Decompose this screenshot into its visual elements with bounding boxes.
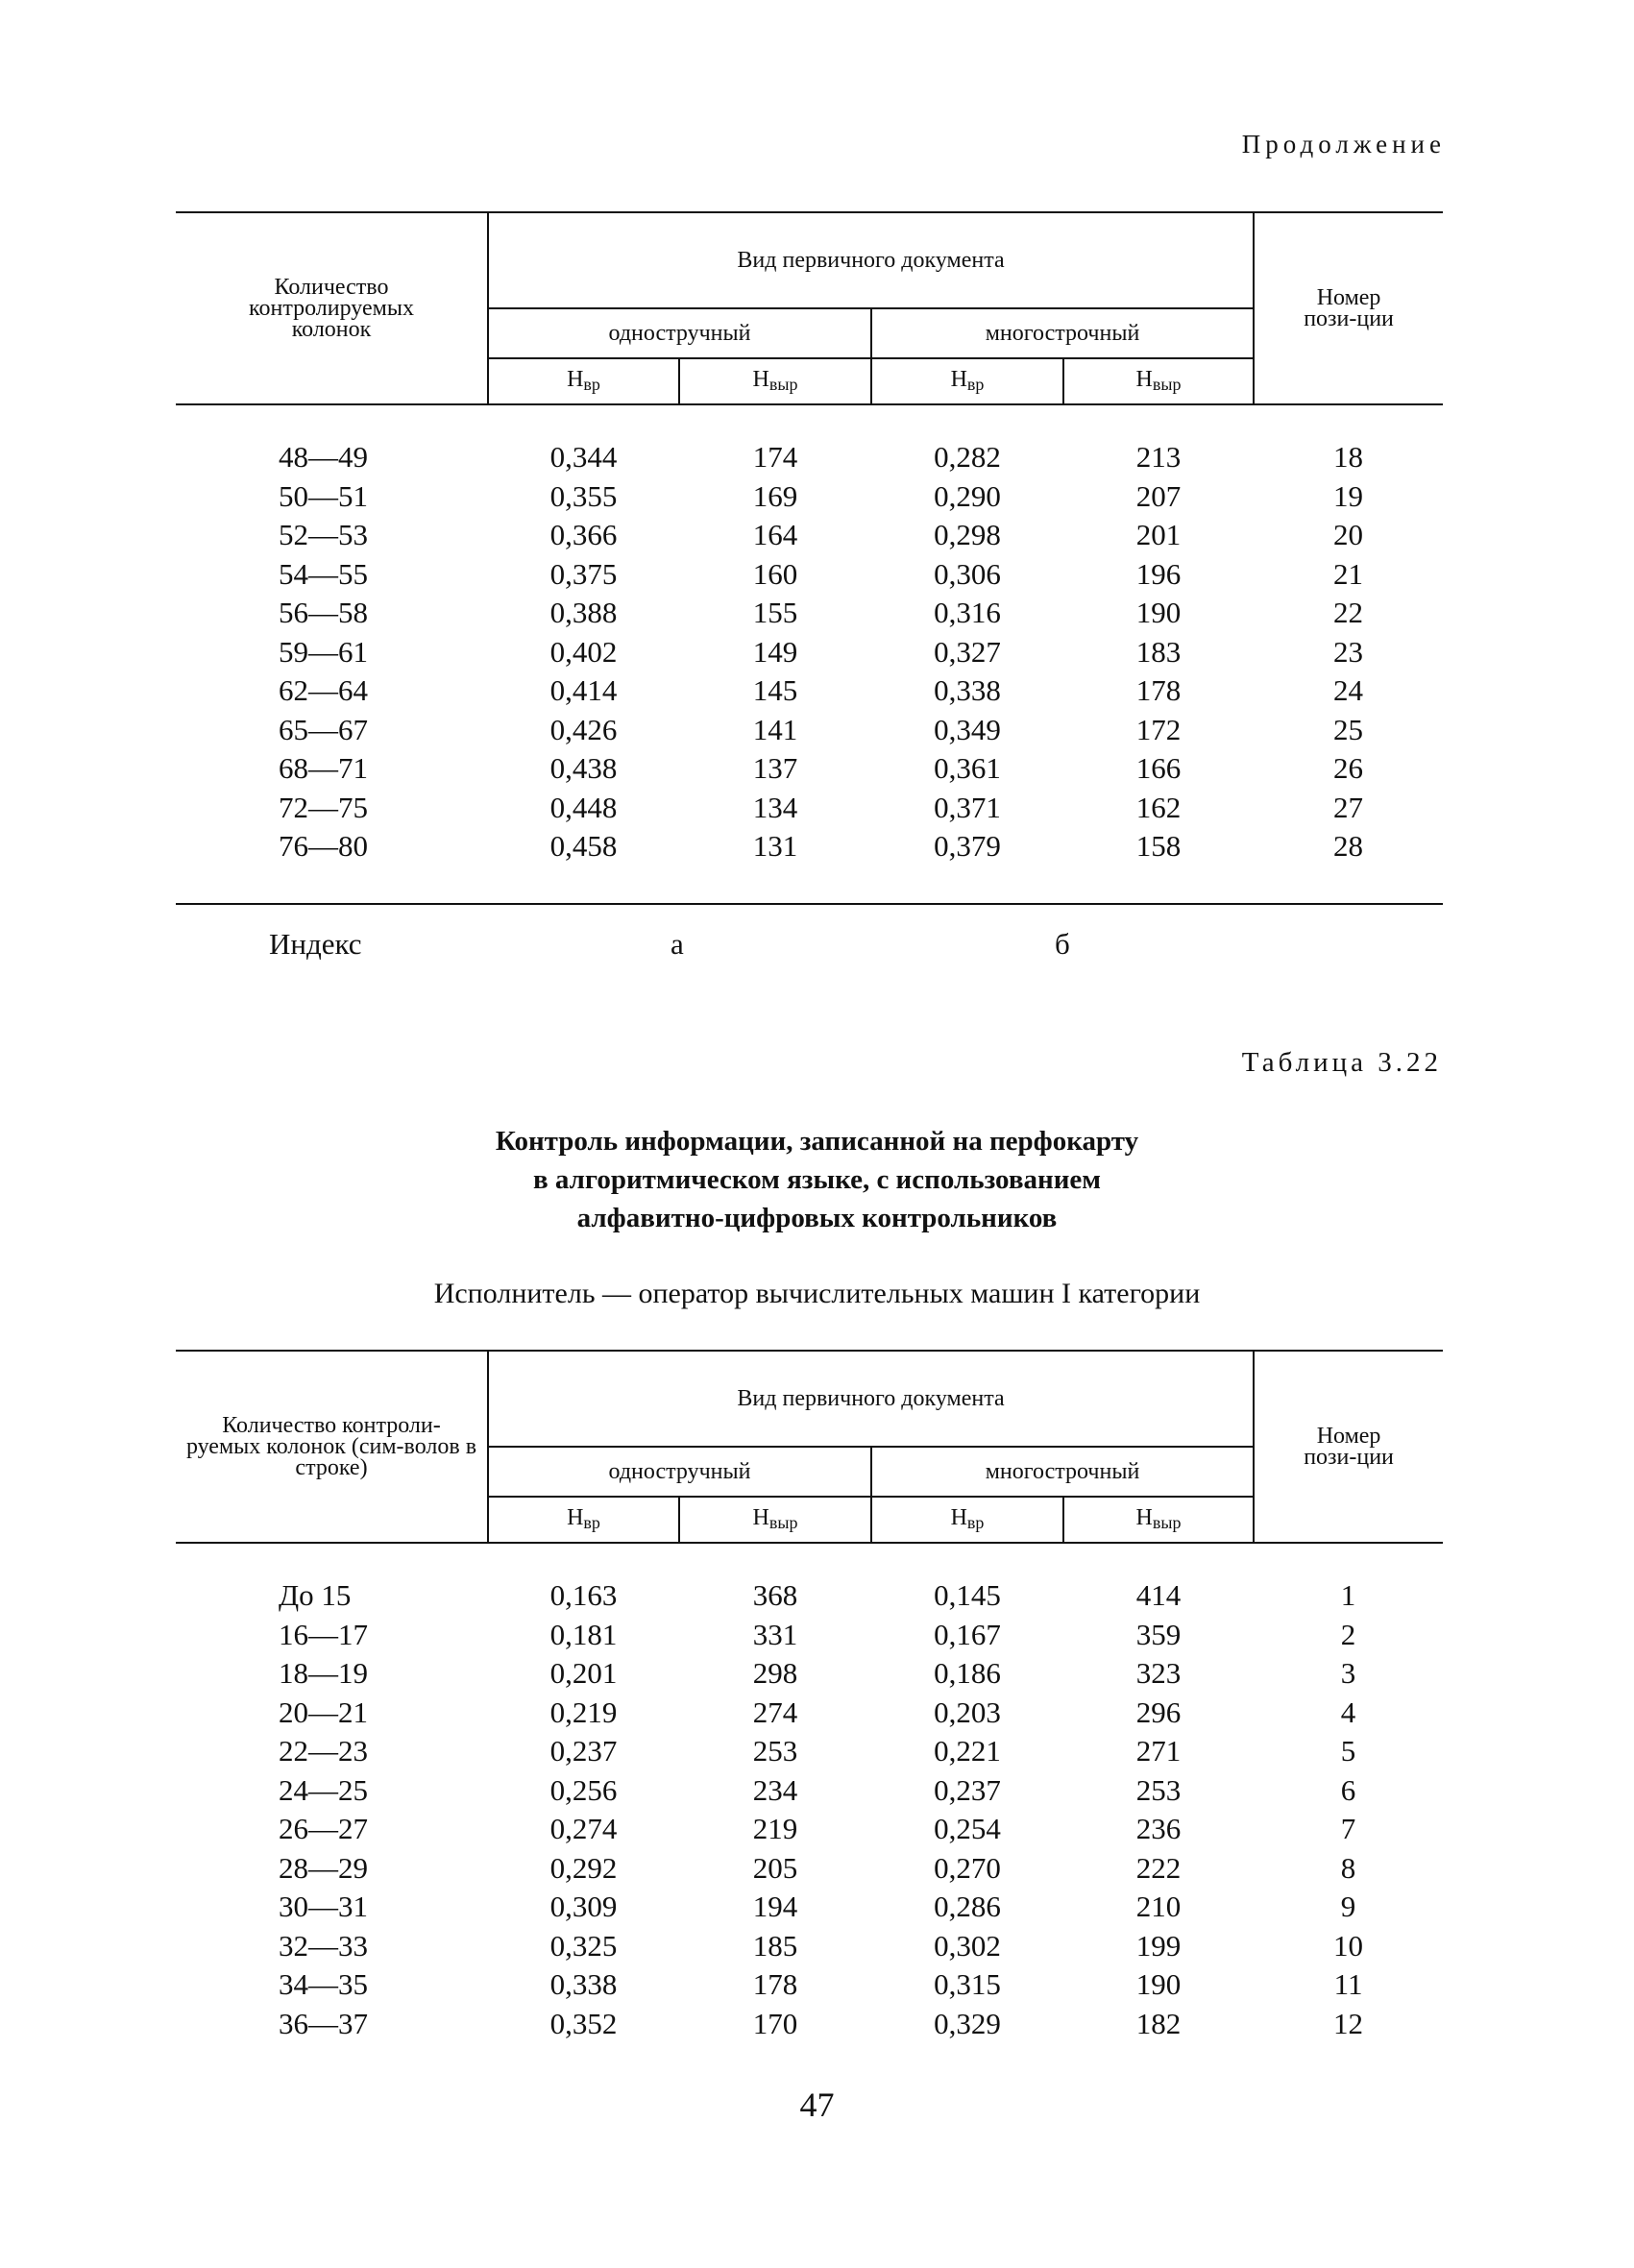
table-cell: 172 (1135, 712, 1182, 746)
table-cell: 155 (752, 596, 798, 630)
table-cell: 18 (1333, 440, 1364, 475)
header-document-type: Вид первичного документа (488, 212, 1254, 308)
table-cell: 32—33 (279, 1928, 368, 1963)
table-cell: 20 (1333, 518, 1364, 552)
table-cell: 0,221 (934, 1734, 1001, 1768)
table-cell: 27 (1333, 790, 1364, 824)
table-cell: 0,402 (549, 634, 618, 669)
table-cell: 30—31 (279, 1890, 368, 1924)
header-h-vyr: $Н_{выр}$ (1063, 358, 1254, 404)
table-cell: 0,349 (934, 712, 1001, 746)
table-cell: 5 (1340, 1734, 1356, 1768)
table-cell: 1 (1340, 1578, 1356, 1613)
table-cell: 331 (752, 1617, 798, 1651)
table-cell: 0,329 (934, 2006, 1001, 2040)
header-column-count: Количество контроли-руемых колонок (сим-волов в строке) (176, 1351, 488, 1543)
table-cell: 158 (1135, 829, 1182, 864)
table-cell: 323 (1135, 1656, 1182, 1691)
table-cell: 0,163 (549, 1578, 618, 1613)
table-cell: 0,325 (549, 1928, 618, 1963)
table-cell: 178 (1135, 673, 1182, 708)
table-cell: 0,203 (934, 1695, 1001, 1729)
table-cell: 219 (752, 1812, 798, 1846)
table-cell: 22 (1333, 596, 1364, 630)
table-title: Контроль информации, записанной на перфокарту в алгоритмическом языке, с использованием алфавитно-цифровых контрольников (495, 1126, 1139, 1233)
table-row (176, 711, 1443, 750)
table-cell: 0,315 (934, 1967, 1001, 2002)
header-h-vr: $Н_{вр}$ (488, 1497, 679, 1543)
table-cell: 7 (1340, 1812, 1356, 1846)
table-cell: 368 (752, 1578, 798, 1613)
table-cell: 134 (752, 790, 798, 824)
table-cell: 196 (1135, 556, 1182, 591)
table-cell: 149 (752, 634, 798, 669)
index-b: б (1055, 927, 1070, 961)
header-h-vr: $Н_{вр}$ (871, 1497, 1063, 1543)
table-cell: 20—21 (279, 1695, 368, 1729)
table-cell: 19 (1333, 478, 1364, 513)
header-h-vr: $Н_{вр}$ (488, 358, 679, 404)
page-number: 47 (799, 2085, 835, 2124)
table-cell: 21 (1333, 556, 1364, 591)
table-cell: 0,355 (549, 478, 618, 513)
table-cell: 59—61 (279, 634, 368, 669)
table-cell: 213 (1135, 440, 1182, 475)
table-cell: 0,426 (549, 712, 618, 746)
table-cell: 54—55 (279, 556, 368, 591)
table-cell: 162 (1135, 790, 1182, 824)
table-cell: 274 (752, 1695, 798, 1729)
table-cell: 0,290 (934, 478, 1001, 513)
table-cell: 131 (752, 829, 798, 864)
executor-subtitle: Исполнитель — оператор вычислительных машин I категории (433, 1278, 1201, 1309)
table-cell: 0,379 (934, 829, 1001, 864)
table-cell: 0,237 (549, 1734, 618, 1768)
header-multi-line: многострочный (871, 1447, 1254, 1497)
table-row (176, 789, 1443, 828)
table-cell: 190 (1135, 596, 1182, 630)
table-row (176, 633, 1443, 672)
table-cell: 205 (752, 1850, 798, 1885)
table-cell: 26 (1333, 751, 1364, 786)
table-row (176, 1576, 1443, 1616)
header-h-vr: $Н_{вр}$ (871, 358, 1063, 404)
table-cell: 4 (1340, 1695, 1356, 1729)
table-cell: 9 (1340, 1890, 1356, 1924)
table-cell: 24 (1333, 673, 1364, 708)
table-cell: 210 (1135, 1890, 1182, 1924)
table-cell: 0,316 (934, 596, 1001, 630)
table-row (176, 749, 1443, 789)
table-cell: 296 (1135, 1695, 1182, 1729)
table-row (176, 1849, 1443, 1889)
table-cell: 3 (1340, 1656, 1356, 1691)
table-row (176, 827, 1443, 866)
table-cell: 22—23 (279, 1734, 368, 1768)
table-cell: 56—58 (279, 596, 368, 630)
table-cell: 0,254 (934, 1812, 1001, 1846)
table-row (176, 516, 1443, 555)
table-cell: 16—17 (279, 1617, 368, 1651)
table-cell: 207 (1135, 478, 1182, 513)
table-cell: 359 (1135, 1617, 1182, 1651)
table-cell: 28 (1333, 829, 1364, 864)
table-cell: 0,388 (549, 596, 618, 630)
norms-table-2 (176, 1350, 1443, 2043)
table-cell: 2 (1340, 1617, 1356, 1651)
header-single-line: одностручный (488, 1447, 871, 1497)
table-cell: 222 (1135, 1850, 1182, 1885)
table-cell: 145 (752, 673, 798, 708)
table-cell: 236 (1135, 1812, 1182, 1846)
table-row (176, 1888, 1443, 1927)
table-cell: 50—51 (279, 478, 368, 513)
table-cell: 271 (1135, 1734, 1182, 1768)
table-cell: 0,167 (934, 1617, 1001, 1651)
table-cell: 48—49 (279, 440, 368, 475)
table-cell: 253 (1135, 1772, 1182, 1807)
table-cell: 0,306 (934, 556, 1001, 591)
table-cell: 25 (1333, 712, 1364, 746)
table-cell: 190 (1135, 1967, 1182, 2002)
table-cell: 164 (752, 518, 798, 552)
table-cell: 0,292 (549, 1850, 618, 1885)
table-cell: 0,286 (934, 1890, 1001, 1924)
table-row (176, 2005, 1443, 2044)
header-position: Номер пози-ции (1254, 1351, 1443, 1543)
table-cell: 0,219 (549, 1695, 618, 1729)
table-cell: 234 (752, 1772, 798, 1807)
table-cell: 0,371 (934, 790, 1001, 824)
table-row (176, 1771, 1443, 1811)
table-row (176, 594, 1443, 633)
index-label: Индекс (269, 927, 362, 961)
table-cell: 0,274 (549, 1812, 618, 1846)
table-cell: 0,458 (549, 829, 618, 864)
header-h-vyr: $Н_{выр}$ (679, 1497, 871, 1543)
header-h-vyr: $Н_{выр}$ (679, 358, 871, 404)
table-cell: 36—37 (279, 2006, 368, 2040)
table-cell: 166 (1135, 751, 1182, 786)
table-row (176, 1965, 1443, 2005)
table-cell: 0,201 (549, 1656, 618, 1691)
table-cell: 414 (1135, 1578, 1182, 1613)
table-cell: 0,338 (549, 1967, 618, 2002)
table-cell: 72—75 (279, 790, 368, 824)
table-cell: 0,361 (934, 751, 1001, 786)
table-cell: 194 (752, 1890, 798, 1924)
table-cell: 52—53 (279, 518, 368, 552)
table-cell: 24—25 (279, 1772, 368, 1807)
header-h-vyr: $Н_{выр}$ (1063, 1497, 1254, 1543)
header-single-line: одностручный (488, 308, 871, 358)
table-row (176, 1732, 1443, 1771)
table-cell: 12 (1333, 2006, 1364, 2040)
table-cell: 10 (1333, 1928, 1364, 1963)
table-number: Таблица 3.22 (1241, 1047, 1442, 1078)
table-cell: 185 (752, 1928, 798, 1963)
table-cell: 18—19 (279, 1656, 368, 1691)
table-cell: До 15 (279, 1578, 352, 1613)
header-multi-line: многострочный (871, 308, 1254, 358)
table-cell: 137 (752, 751, 798, 786)
table-cell: 0,309 (549, 1890, 618, 1924)
table-cell: 298 (752, 1656, 798, 1691)
table-cell: 0,181 (549, 1617, 618, 1651)
index-a: а (671, 927, 684, 961)
header-position: Номер пози-ции (1254, 212, 1443, 404)
table-cell: 0,282 (934, 440, 1001, 475)
table-cell: 253 (752, 1734, 798, 1768)
table-row (176, 1694, 1443, 1733)
norms-table-1 (176, 211, 1443, 866)
table-row (176, 1810, 1443, 1849)
table-cell: 178 (752, 1967, 798, 2002)
table-cell: 0,302 (934, 1928, 1001, 1963)
header-document-type: Вид первичного документа (488, 1351, 1254, 1447)
table-cell: 0,414 (549, 673, 618, 708)
table-cell: 0,237 (934, 1772, 1001, 1807)
table-cell: 182 (1135, 2006, 1182, 2040)
table-cell: 0,375 (549, 556, 618, 591)
table-cell: 199 (1135, 1928, 1182, 1963)
table-cell: 0,256 (549, 1772, 618, 1807)
table-row (176, 1654, 1443, 1694)
table-cell: 0,298 (934, 518, 1001, 552)
table-1-bottom-rule (176, 903, 1443, 905)
table-cell: 183 (1135, 634, 1182, 669)
table-cell: 0,327 (934, 634, 1001, 669)
table-cell: 0,366 (549, 518, 618, 552)
table-cell: 34—35 (279, 1967, 368, 2002)
table-cell: 170 (752, 2006, 798, 2040)
table-cell: 0,270 (934, 1850, 1001, 1885)
continuation-label: Продолжение (1241, 130, 1446, 159)
table-cell: 26—27 (279, 1812, 368, 1846)
table-cell: 201 (1135, 518, 1182, 552)
table-cell: 62—64 (279, 673, 368, 708)
table-cell: 0,352 (549, 2006, 618, 2040)
table-cell: 11 (1333, 1967, 1363, 2002)
header-column-count: Количество контролируемых колонок (176, 212, 488, 404)
table-cell: 6 (1340, 1772, 1356, 1807)
table-cell: 174 (752, 440, 798, 475)
table-row (176, 555, 1443, 595)
table-cell: 28—29 (279, 1850, 368, 1885)
table-cell: 0,338 (934, 673, 1001, 708)
table-row (176, 1616, 1443, 1655)
table-cell: 0,438 (549, 751, 618, 786)
table-cell: 141 (752, 712, 798, 746)
table-cell: 8 (1340, 1850, 1356, 1885)
table-cell: 0,186 (934, 1656, 1001, 1691)
table-cell: 160 (752, 556, 798, 591)
table-cell: 0,145 (934, 1578, 1001, 1613)
table-cell: 23 (1333, 634, 1364, 669)
table-row (176, 477, 1443, 517)
table-cell: 0,448 (549, 790, 618, 824)
table-cell: 169 (752, 478, 798, 513)
table-cell: 65—67 (279, 712, 368, 746)
table-cell: 76—80 (279, 829, 368, 864)
table-row (176, 438, 1443, 477)
table-row (176, 1927, 1443, 1966)
table-row (176, 671, 1443, 711)
table-cell: 0,344 (549, 440, 618, 475)
table-cell: 68—71 (279, 751, 368, 786)
